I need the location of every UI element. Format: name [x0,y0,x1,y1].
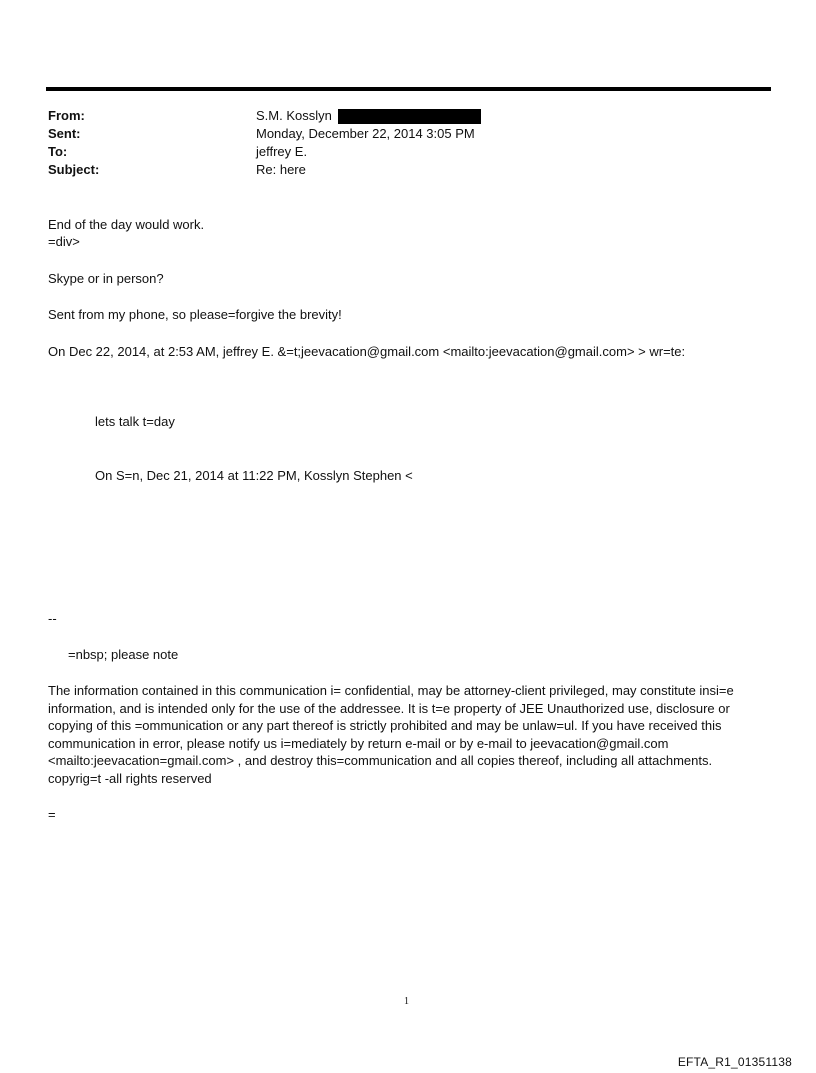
sent-label: Sent: [48,126,81,141]
body-line: Sent from my phone, so please=forgive the brevity! [48,307,342,322]
body-line: =div> [48,234,80,249]
body-line: Skype or in person? [48,271,164,286]
from-label: From: [48,108,85,123]
document-id: EFTA_R1_01351138 [677,1055,792,1069]
from-row [48,107,481,125]
page-number: 1 [404,996,409,1007]
trailing-line: = [48,807,56,822]
subject-row [48,161,481,179]
sent-row [48,125,481,143]
redaction-block [338,109,481,124]
from-value [256,107,481,125]
email-header [48,107,481,179]
quoted-line: lets talk t=day [95,414,175,429]
to-value: jeffrey E. [256,144,308,159]
confidentiality-disclaimer: The information contained in this communication i= confidential, may be attorney-client privileged, may constitute insi=e information, and is intended only for the use of the addressee. It is t=e property of JEE Unauthorized use, disclosure or copying of this =ommunication or any part thereof is strictly prohibited and may be unlaw=ul. If you have received this communication in error, please notify us i=mediately by return e-mail or by e-mail to jeevacation@gmail.com <mailto:jeevacation=gmail.com> , and destroy this=communication and all copies thereof, including all attachments. copyrig=t -all rights reserved [48,683,734,786]
sent-value: Monday, December 22, 2014 3:05 PM [256,126,475,141]
to-label: To: [48,144,68,159]
body-line: End of the day would work. [48,217,205,232]
subject-label: Subject: [48,162,100,177]
quoted-attribution: On S=n, Dec 21, 2014 at 11:22 PM, Kosslyn Stephen < [95,468,413,483]
signature-note: =nbsp; please note [68,647,179,662]
header-rule [46,87,771,91]
subject-value: Re: here [256,162,306,177]
sender-name: S.M. Kosslyn [256,108,332,123]
to-row [48,143,481,161]
reply-attribution: On Dec 22, 2014, at 2:53 AM, jeffrey E. &=t;jeevacation@gmail.com <mailto:jeevacation@gmail.com> > wr=te: [48,344,686,359]
signature-separator: -- [48,611,57,626]
